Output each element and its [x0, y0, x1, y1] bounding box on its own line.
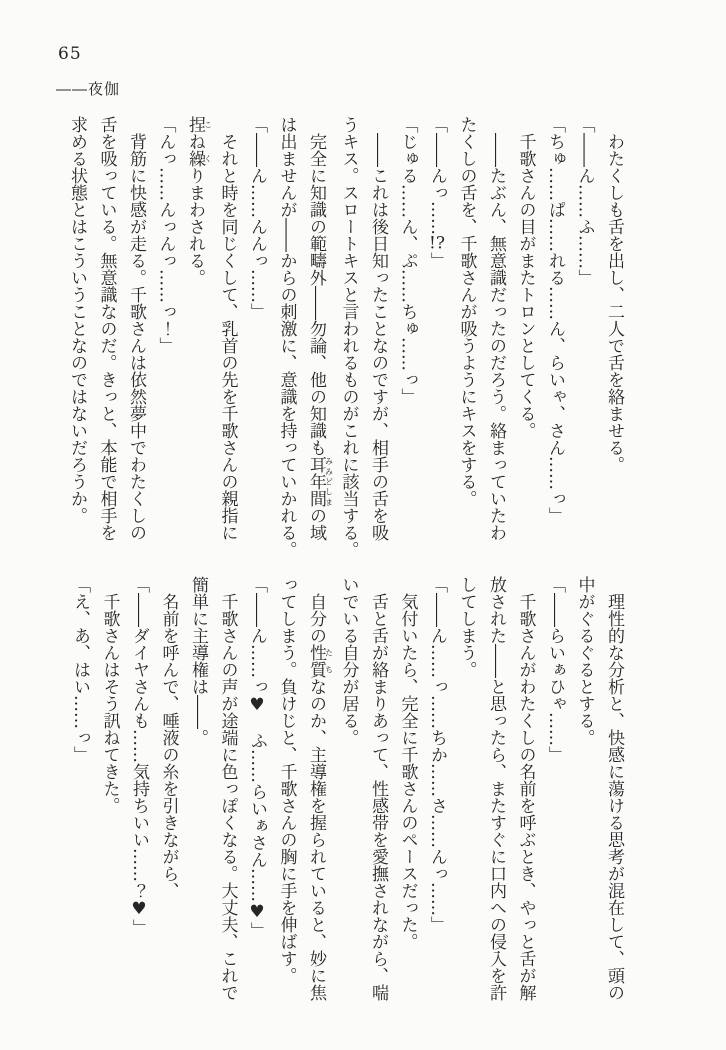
text-line: 千歌さんの声が途端に色っぽくなる。大丈夫、これで [217, 593, 238, 1001]
ruby-annotated-word: 耳年間みみどしま [306, 456, 334, 507]
text-line: 背筋に快感が走る。千歌さんは依然夢中でわたくしの [126, 133, 146, 541]
text-line: 気付いたら、完全に千歌さんのペースだった。 [397, 593, 418, 950]
text-line: 名前を呼んで、唾液の糸を引きながら、 [158, 593, 179, 899]
text-block-top [62, 116, 629, 568]
text-line: わたくしも舌を出し、二人で舌を絡ませる。 [604, 133, 624, 473]
text-line: 「じゅる……ん、ぷ……ちゅ……っ」 [397, 116, 418, 405]
text-line: 「――んっ……!?」 [427, 116, 447, 269]
text-block-bottom [65, 576, 629, 1042]
tate-chu-yoko: !? [429, 235, 445, 252]
text-line: 「ちゅ……ぱ……れる……ん、らいゃ、さん……っ」 [545, 116, 565, 524]
text-line: 舌と舌が絡まりあって、性感帯を愛撫されながら、喘 [368, 593, 388, 1001]
text-line: 千歌さんがわたくしの名前を呼ぶとき、やっと舌が解 [515, 593, 536, 1001]
text-line: 千歌さんはそう訊ねてきた。 [99, 593, 120, 814]
text-line: 「え、あ、はい……っ」 [70, 576, 90, 763]
text-line: ってしまう。負けじと、千歌さんの胸に手を伸ばす。 [276, 576, 297, 984]
text-line: 放された――と思ったら、またすぐに口内への侵入を許 [486, 576, 506, 1001]
text-line: たくしの舌を、千歌さんが吸うようにキスをする。 [456, 116, 477, 507]
text-line: 千歌さんの目がまたトロンとしてくる。 [515, 133, 536, 439]
text-line: 「――ん……っ……ちか……さ……んっ……」 [427, 576, 447, 933]
text-line: それと時を同じくして、乳首の先を千歌さんの親指に [217, 133, 238, 541]
text-line: 簡単に主導権は――。 [188, 576, 208, 746]
text-line: ――たぶん、無意識だったのだろう。絡まっていたわ [486, 133, 506, 541]
ruby-annotated-word: 性質たち [306, 644, 334, 678]
text-line: 完全に知識の範疇外――勿論、他の知識も耳年間みみどしまの域 [306, 133, 334, 541]
ruby-annotated-word: 捏こ [185, 116, 213, 133]
text-line: 捏こね繰くりまわされる。 [185, 116, 213, 286]
text-line: 理性的な分析と、快感に蕩ける思考が混在して、頭の [604, 593, 624, 1001]
text-line: 中がぐるぐるとする。 [574, 576, 595, 746]
text-line: 「――ダイヤさんも……気持ちいい……？♥」 [129, 576, 149, 936]
text-line: 「――ん……ふ……」 [574, 116, 595, 286]
ruby-annotated-word: 繰く [185, 150, 213, 167]
text-line: は出ませんが――からの刺激に、意識を持っていかれる。 [276, 116, 297, 558]
page-number: 65 [58, 44, 82, 64]
text-line: うキス。スロートキスと言われるものがこれに該当する。 [338, 116, 359, 558]
text-line: 「――ん……んんっ……」 [247, 116, 267, 320]
text-line: 「――らいぁひゃ……」 [545, 576, 565, 763]
text-line: 「――ん……っ♥ ふ……らいぁさん……♥」 [247, 576, 267, 939]
text-line: 「んっ……んっんっ……っ！」 [155, 116, 176, 354]
text-line: ――これは後日知ったことなのですが、相手の舌を吸 [368, 133, 388, 541]
text-line: 求める状態とはこういうことなのではないだろうか。 [67, 116, 87, 524]
text-line: してしまう。 [456, 576, 477, 678]
running-header: ――夜伽 [56, 80, 121, 98]
text-line: いでいる自分が居る。 [338, 576, 359, 746]
text-line: 舌を吸っている。無意識なのだ。きっと、本能で相手を [96, 116, 117, 541]
text-line: 自分の性質たちなのか、主導権を握られていると、妙に焦 [306, 593, 334, 1001]
